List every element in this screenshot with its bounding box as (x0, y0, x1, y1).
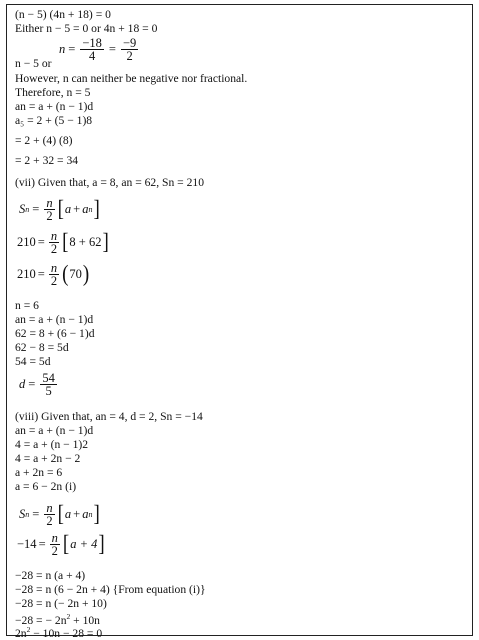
value-210: 210 (17, 235, 36, 249)
var-S: S (19, 202, 26, 216)
math-210-equation: 210 = $\frac{n}{2}$ [ 8 + 62 ] (17, 229, 109, 256)
numerator: n (50, 261, 58, 275)
equals-sign: = (37, 267, 45, 281)
denominator: 2 (50, 274, 58, 288)
expr-a-plus-4: a + 4 (70, 537, 98, 551)
denominator: 2 (46, 209, 53, 223)
math-sn-formula-viii: S n = $\frac{n}{2}$ [ a + a n ] (19, 501, 100, 528)
equals-sign: = (38, 537, 46, 551)
fraction-n-over-2 (50, 532, 60, 557)
line-a5-step: = 2 + (4) (8) (15, 134, 73, 147)
text-part: − 10n − 28 = 0 (30, 626, 103, 640)
fraction-54-over-5 (40, 372, 57, 397)
text-part: + 10n (70, 613, 100, 627)
line-a-plus-2n: a + 2n = 6 (15, 466, 63, 479)
math-210-70-equation: 210 = $\frac{n}{2}$ ( 70 ) (17, 261, 90, 288)
subscript-n: n (25, 205, 30, 214)
denominator: 2 (126, 49, 133, 63)
var-a: a (64, 507, 72, 521)
line-neg28-substitution: −28 = n (6 − 2n + 4) {From equation (i)} (15, 583, 206, 596)
denominator: 4 (88, 49, 96, 63)
var-S: S (19, 507, 26, 521)
line-4-substitution: 4 = a + (n − 1)2 (15, 438, 89, 451)
subscript-n: n (25, 510, 30, 519)
fraction-neg9-over-2 (121, 37, 138, 62)
text-part: 2n (15, 626, 27, 640)
line-a5-substitution: a₅ = 2 + (5 − 1)8 (15, 114, 93, 127)
equals-sign: = (108, 42, 116, 56)
equals-sign: = (32, 202, 40, 216)
heading-part-viii: (viii) Given that, an = 4, d = 2, Sn = −14 (15, 410, 203, 423)
sum-8-62: 8 + 62 (69, 235, 102, 249)
exponent-2: 2 (26, 625, 31, 634)
subscript-n: n (88, 205, 93, 214)
fraction-n-over-2 (49, 262, 59, 287)
var-n: n (59, 42, 66, 56)
fraction-n-over-2 (44, 197, 54, 222)
numerator: n (50, 229, 58, 243)
var-a: a (64, 202, 72, 216)
value-70: 70 (69, 267, 82, 281)
numerator: n (51, 531, 58, 545)
fraction-n-over-2 (44, 502, 54, 527)
line-an-formula-vii: an = a + (n − 1)d (15, 313, 94, 326)
equals-sign: = (37, 235, 45, 249)
numerator: n (46, 501, 53, 515)
fraction-n-over-2 (49, 230, 59, 255)
equals-sign: = (32, 507, 40, 521)
value-neg14: −14 (17, 537, 37, 551)
equals-sign: = (28, 377, 36, 391)
exponent-2: 2 (66, 612, 71, 621)
line-an-formula: an = a + (n − 1)d (15, 100, 94, 113)
denominator: 5 (45, 384, 52, 398)
math-sn-formula-vii: S n = $\frac{n}{2}$ [ a + a n ] (19, 196, 100, 223)
line-a5-result: = 2 + 32 = 34 (15, 154, 79, 167)
line-62-substitution: 62 = 8 + (6 − 1)d (15, 327, 95, 340)
line-an-formula-viii: an = a + (n − 1)d (15, 424, 94, 437)
denominator: 2 (50, 242, 58, 256)
var-d: d (19, 377, 26, 391)
numerator: −9 (122, 36, 137, 50)
line-therefore: Therefore, n = 5 (15, 86, 91, 99)
var-a: a (82, 507, 89, 521)
var-a: a (82, 202, 89, 216)
line-quadratic (15, 623, 102, 640)
line-62-minus-8: 62 − 8 = 5d (15, 341, 69, 354)
equals-sign: = (68, 42, 76, 56)
math-n-fraction (59, 37, 140, 62)
denominator: 2 (46, 514, 53, 528)
text-part: −28 = − 2n (15, 613, 67, 627)
plus-sign: + (73, 202, 81, 216)
value-210: 210 (17, 267, 36, 281)
solution-page (6, 4, 473, 640)
math-neg14-equation: −14 = $\frac{n}{2}$ [ a + 4 ] (17, 531, 105, 558)
line-equation-factored: (n − 5) (4n + 18) = 0 (15, 8, 111, 21)
subscript-n: n (88, 510, 93, 519)
line-n-equals-6: n = 6 (15, 299, 39, 312)
fraction-neg18-over-4 (80, 37, 104, 62)
plus-sign: + (73, 507, 81, 521)
line-equation-i: a = 6 − 2n (i) (15, 480, 77, 493)
line-54-equals-5d: 54 = 5d (15, 355, 51, 368)
math-d-fraction (19, 372, 59, 397)
line-n-minus-5: n − 5 or (15, 57, 52, 70)
numerator: n (46, 196, 53, 210)
numerator: −18 (82, 36, 102, 50)
numerator: 54 (42, 371, 55, 385)
denominator: 2 (51, 544, 58, 558)
heading-part-vii: (vii) Given that, a = 8, an = 62, Sn = 210 (15, 176, 204, 189)
line-either: Either n − 5 = 0 or 4n + 18 = 0 (15, 22, 158, 35)
line-4-expanded: 4 = a + 2n − 2 (15, 452, 81, 465)
line-neg28-a-plus-4: −28 = n (a + 4) (15, 569, 86, 582)
line-neg28-simplified: −28 = n (− 2n + 10) (15, 597, 107, 610)
line-however: However, n can neither be negative nor fractional. (15, 72, 248, 85)
